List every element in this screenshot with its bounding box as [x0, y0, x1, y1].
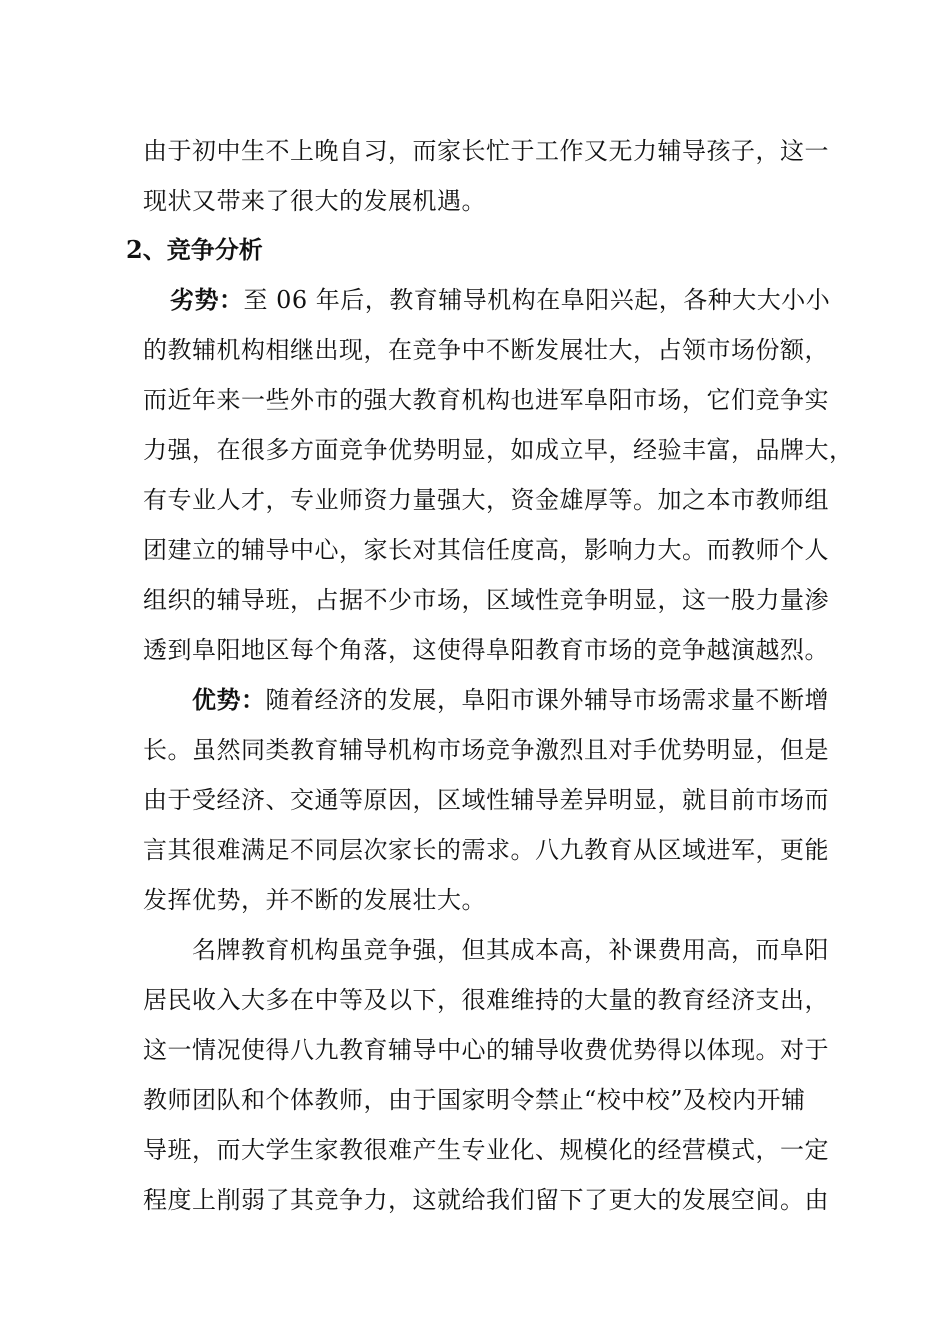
weakness-line: 力强，在很多方面竞争优势明显，如成立早，经验丰富，品牌大， [143, 436, 854, 464]
weakness-label: 劣势： [170, 285, 244, 314]
weakness-line: 透到阜阳地区每个角落，这使得阜阳教育市场的竞争越演越烈。 [143, 636, 829, 664]
brand-paragraph-line: 程度上削弱了其竞争力，这就给我们留下了更大的发展空间。由 [143, 1186, 829, 1214]
brand-paragraph-line: 名牌教育机构虽竞争强，但其成本高，补课费用高，而阜阳 [192, 936, 829, 964]
strength-label: 优势： [192, 685, 266, 714]
weakness-first-line [170, 284, 830, 316]
strength-line: 长。虽然同类教育辅导机构市场竞争激烈且对手优势明显，但是 [143, 736, 829, 764]
weakness-first-text: 至 06 年后，教育辅导机构在阜阳兴起，各种大大小小 [243, 286, 831, 314]
strength-first-text: 随着经济的发展，阜阳市课外辅导市场需求量不断增 [265, 686, 829, 714]
weakness-line: 组织的辅导班，占据不少市场，区域性竞争明显，这一股力量渗 [143, 586, 829, 614]
weakness-line: 的教辅机构相继出现，在竞争中不断发展壮大，占领市场份额， [143, 336, 829, 364]
strength-first-line [192, 684, 829, 716]
strength-line: 言其很难满足不同层次家长的需求。八九教育从区域进军，更能 [143, 836, 829, 864]
intro-line-1: 由于初中生不上晚自习，而家长忙于工作又无力辅导孩子，这一 [143, 137, 829, 165]
section-heading: 2、竞争分析 [126, 235, 263, 264]
weakness-line: 而近年来一些外市的强大教育机构也进军阜阳市场，它们竞争实 [143, 386, 829, 414]
weakness-line: 团建立的辅导中心，家长对其信任度高，影响力大。而教师个人 [143, 536, 829, 564]
brand-paragraph-line: 这一情况使得八九教育辅导中心的辅导收费优势得以体现。对于 [143, 1036, 829, 1064]
brand-paragraph-line: 居民收入大多在中等及以下，很难维持的大量的教育经济支出， [143, 986, 829, 1014]
strength-line: 由于受经济、交通等原因，区域性辅导差异明显，就目前市场而 [143, 786, 829, 814]
brand-paragraph-line: 教师团队和个体教师，由于国家明令禁止“校中校”及校内开辅 [143, 1086, 806, 1114]
intro-line-2: 现状又带来了很大的发展机遇。 [143, 187, 486, 215]
weakness-line: 有专业人才，专业师资力量强大，资金雄厚等。加之本市教师组 [143, 486, 829, 514]
brand-paragraph-line: 导班，而大学生家教很难产生专业化、规模化的经营模式，一定 [143, 1136, 829, 1164]
strength-line: 发挥优势，并不断的发展壮大。 [143, 886, 486, 914]
